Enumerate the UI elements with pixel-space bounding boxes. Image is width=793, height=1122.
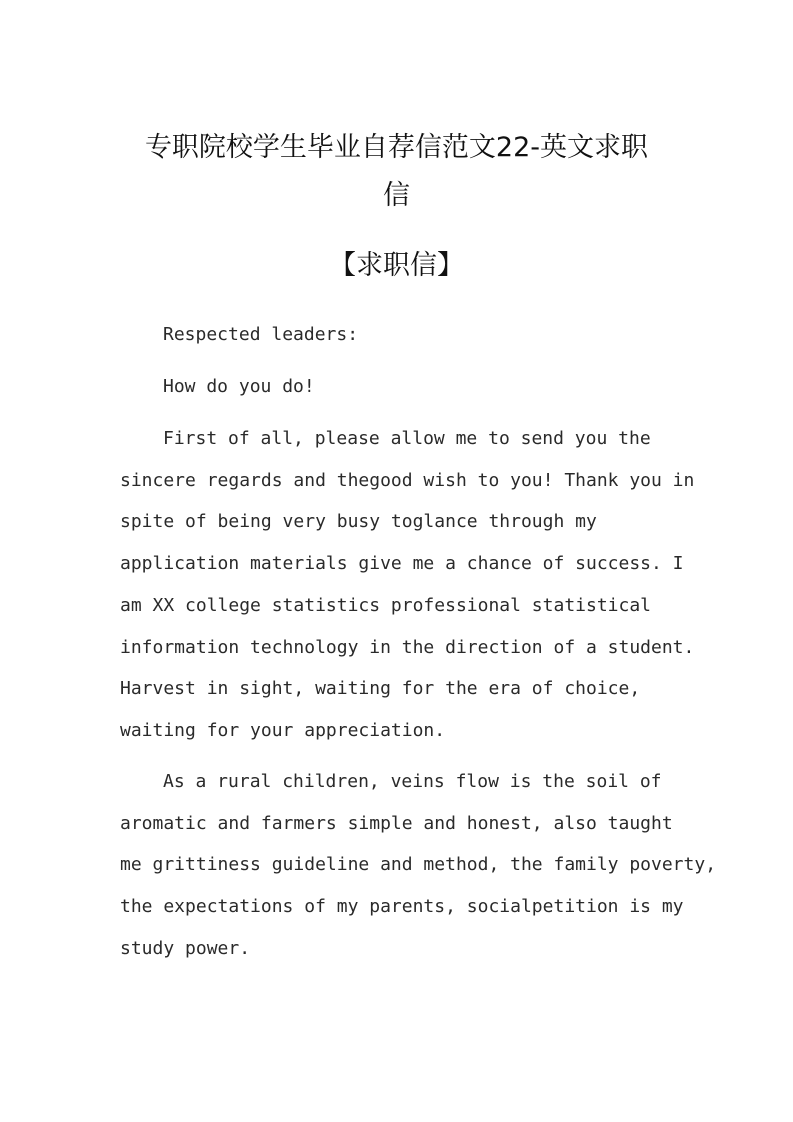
paragraph-line: me grittiness guideline and method, the family poverty,	[120, 854, 717, 876]
paragraph-line: study power.	[120, 937, 251, 959]
paragraph-line: am XX college statistics professional statistical	[120, 594, 652, 616]
paragraph-line: information technology in the direction of a student.	[120, 636, 695, 658]
greeting	[120, 366, 315, 408]
paragraph-background	[120, 761, 716, 970]
salutation	[120, 314, 358, 356]
paragraph-line: sincere regards and thegood wish to you! Thank you in	[120, 469, 695, 491]
document-subtitle: 【求职信】	[329, 250, 464, 281]
title-line-2: 信	[383, 180, 410, 211]
salutation-text: Respected leaders:	[163, 324, 359, 345]
paragraph-line: First of all, please allow me to send you the	[163, 428, 651, 449]
paragraph-line: waiting for your appreciation.	[120, 719, 446, 741]
paragraph-line: aromatic and farmers simple and honest, also taught	[120, 812, 673, 834]
paragraph-introduction	[120, 418, 694, 752]
title-line-1: 专职院校学生毕业自荐信范文22-英文求职	[144, 132, 649, 163]
document-title	[100, 124, 693, 220]
greeting-text: How do you do!	[163, 376, 315, 397]
paragraph-line: application materials give me a chance of success. I	[120, 553, 684, 575]
paragraph-line: spite of being very busy toglance through my	[120, 511, 597, 533]
paragraph-line: Harvest in sight, waiting for the era of choice,	[120, 678, 641, 700]
paragraph-line: As a rural children, veins flow is the soil of	[163, 771, 662, 792]
paragraph-line: the expectations of my parents, socialpetition is my	[120, 896, 684, 918]
